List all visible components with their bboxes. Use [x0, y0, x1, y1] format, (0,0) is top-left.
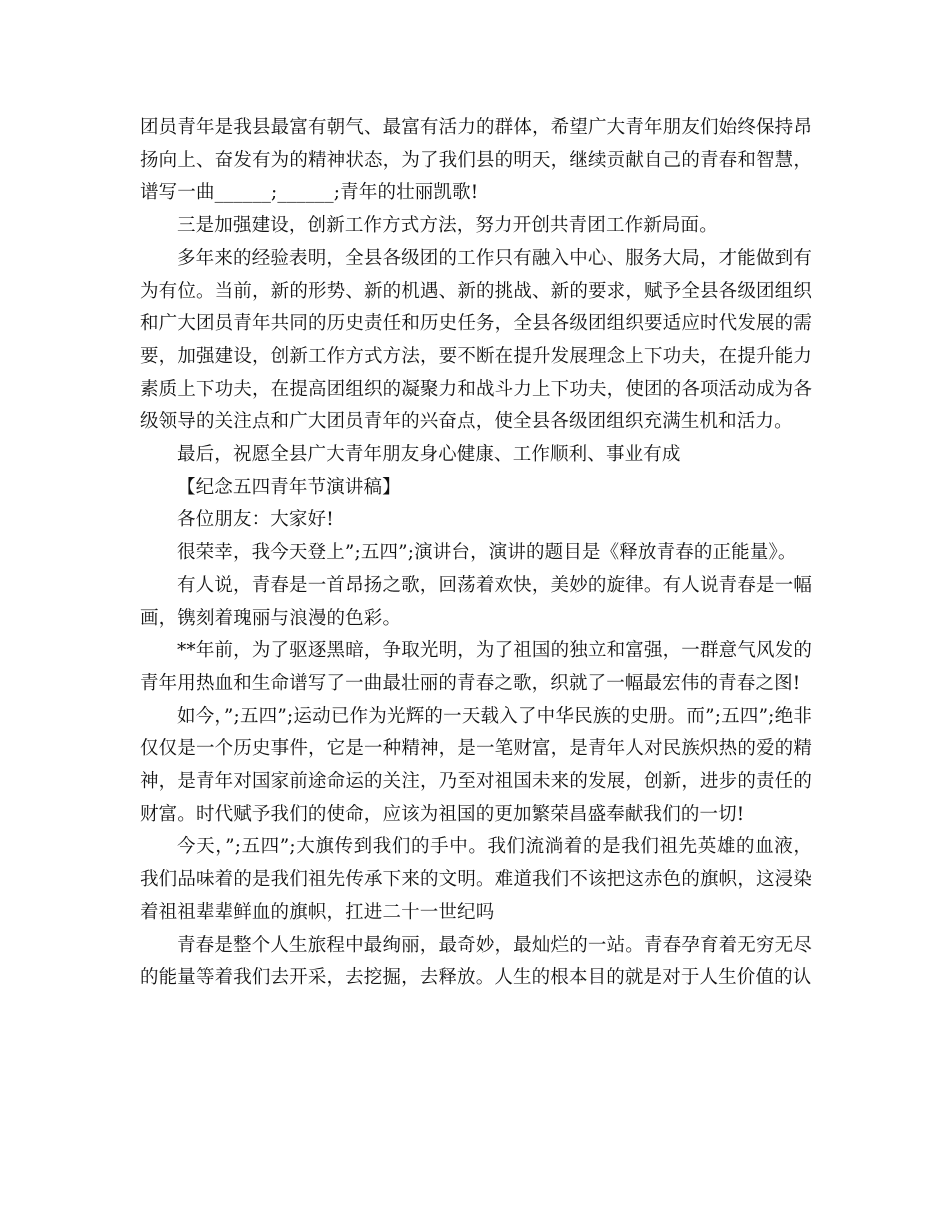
document-body — [140, 112, 812, 995]
greeting: 各位朋友：大家好! — [177, 509, 334, 531]
speech-title: 【纪念五四青年节演讲稿】 — [177, 476, 401, 498]
paragraph-10: 如今，”;五四”;运动已作为光辉的一天载入了中华民族的史册。而”;五四”;绝非仅仅是一个历史事件，它是一种精神，是一笔财富，是青年人对民族炽热的爱的精神，是青年对国家前途命运的关注，乃至对祖国未来的发展，创新，进步的责任的财富。时代赋予我们的使命，应该为祖国的更加繁荣昌盛奉献我们的一切! — [140, 705, 812, 825]
paragraph-12: 青春是整个人生旅程中最绚丽，最奇妙，最灿烂的一站。青春孕育着无穷无尽的能量等着我们去开采，去挖掘，去释放。人生的根本目的就是对于人生价值的认 — [140, 934, 812, 989]
paragraph-8: 有人说，青春是一首昂扬之歌，回荡着欢快，美妙的旋律。有人说青春是一幅画，镌刻着瑰丽与浪漫的色彩。 — [140, 574, 812, 629]
paragraph-4: 最后，祝愿全县广大青年朋友身心健康、工作顺利、事业有成 — [177, 444, 681, 466]
paragraph-3: 多年来的经验表明，全县各级团的工作只有融入中心、服务大局，才能做到有为有位。当前，新的形势、新的机遇、新的挑战、新的要求，赋予全县各级团组织和广大团员青年共同的历史责任和历史任务，全县各级团组织要适应时代发展的需要，加强建设，创新工作方式方法，要不断在提升发展理念上下功夫，在提升能力素质上下功夫，在提高团组织的凝聚力和战斗力上下功夫，使团的各项活动成为各级领导的关注点和广大团员青年的兴奋点，使全县各级团组织充满生机和活力。 — [140, 247, 812, 433]
paragraph-9: **年前，为了驱逐黑暗，争取光明，为了祖国的独立和富强，一群意气风发的青年用热血和生命谱写了一曲最壮丽的青春之歌，织就了一幅最宏伟的青春之图! — [140, 640, 812, 694]
paragraph-7: 很荣幸，我今天登上”;五四”;演讲台，演讲的题目是《释放青春的正能量》。 — [177, 542, 797, 564]
paragraph-1: 团员青年是我县最富有朝气、最富有活力的群体，希望广大青年朋友们始终保持昂扬向上、奋发有为的精神状态，为了我们县的明天，继续贡献自己的青春和智慧，谱写一曲______;______;青年的壮丽凯歌! — [140, 117, 812, 204]
paragraph-11: 今天，”;五四”;大旗传到我们的手中。我们流淌着的是我们祖先英雄的血液，我们品味着的是我们祖先传承下来的文明。难道我们不该把这赤色的旗帜，这浸染着祖祖辈辈鲜血的旗帜，扛进二十一世纪吗 — [140, 836, 812, 923]
paragraph-2: 三是加强建设，创新工作方式方法，努力开创共青团工作新局面。 — [177, 215, 718, 237]
